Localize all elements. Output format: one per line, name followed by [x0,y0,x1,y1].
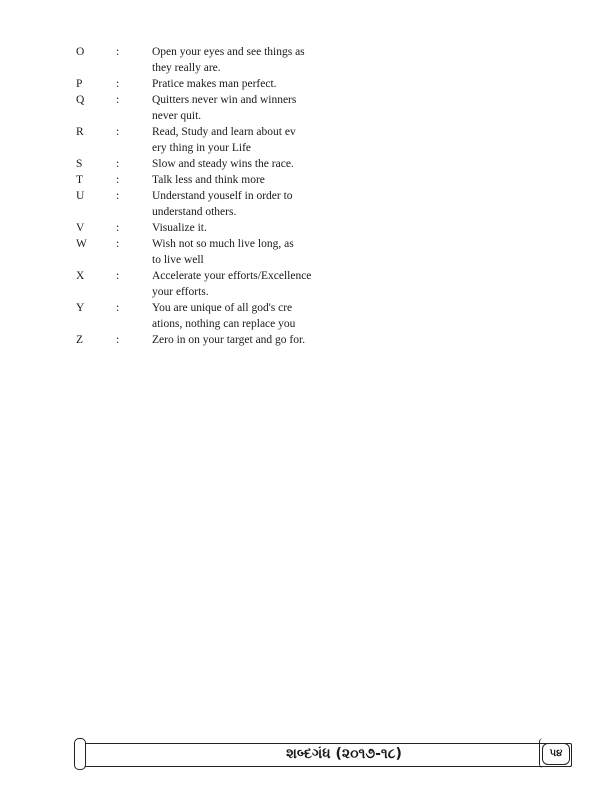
list-item [76,220,336,236]
entry-colon: : [116,222,120,234]
entry-text [152,236,336,268]
footer-title: શબ્દગંધ (૨૦૧૭-૧૮) [286,746,402,762]
list-item [76,188,336,220]
list-item [76,44,336,76]
entry-line: never quit. [152,110,202,122]
list-item [76,124,336,156]
entry-line: You are unique of all god's cre [152,302,293,314]
entry-text [152,124,336,156]
scroll-curl-left-icon [74,738,86,770]
entry-colon: : [116,190,120,202]
entry-colon: : [116,94,120,106]
entry-line: Visualize it. [152,222,207,234]
entry-line: Read, Study and learn about ev [152,126,296,138]
entry-line: your efforts. [152,286,209,298]
entry-letter: X [76,270,85,282]
entry-text [152,332,336,348]
page-footer [74,740,574,774]
entry-colon: : [116,46,120,58]
entry-letter: S [76,158,83,170]
entry-letter: R [76,126,84,138]
entry-colon: : [116,238,120,250]
entry-line: Accelerate your efforts/Excellence [152,270,312,282]
entry-text [152,220,336,236]
entry-colon: : [116,78,120,90]
entry-line: ations, nothing can replace you [152,318,296,330]
entry-text [152,268,336,300]
list-item [76,332,336,348]
entry-colon: : [116,334,120,346]
entry-line: they really are. [152,62,221,74]
entry-letter: V [76,222,85,234]
list-item [76,92,336,124]
entry-letter: Y [76,302,85,314]
entry-letter: O [76,46,85,58]
entry-letter: U [76,190,85,202]
entry-line: Open your eyes and see things as [152,46,305,58]
list-item [76,268,336,300]
entry-line: Quitters never win and winners [152,94,297,106]
entry-line: Understand youself in order to [152,190,293,202]
entry-colon: : [116,174,120,186]
entry-letter: Z [76,334,84,346]
entry-letter: P [76,78,83,90]
entry-text [152,172,336,188]
entry-line: ery thing in your Life [152,142,252,154]
entry-colon: : [116,126,120,138]
entry-colon: : [116,270,120,282]
entry-line: Zero in on your target and go for. [152,334,306,346]
entry-colon: : [116,158,120,170]
entry-colon: : [116,302,120,314]
entry-line: Wish not so much live long, as [152,238,294,250]
entry-line: understand others. [152,206,237,218]
entry-line: Talk less and think more [152,174,265,186]
entry-letter: Q [76,94,85,106]
entry-line: Slow and steady wins the race. [152,158,294,170]
entry-text [152,300,336,332]
list-item [76,156,336,172]
entry-letter: W [76,238,87,250]
list-item [76,172,336,188]
entry-line: to live well [152,254,204,266]
entry-text [152,156,336,172]
list-item [76,236,336,268]
list-item [76,76,336,92]
entry-line: Pratice makes man perfect. [152,78,277,90]
entry-text [152,188,336,220]
entry-text [152,44,336,76]
list-item [76,300,336,332]
alphabet-motto-list [76,44,336,348]
entry-text [152,92,336,124]
entry-text [152,76,336,92]
entry-letter: T [76,174,84,186]
page-number: ૫૪ [542,743,570,765]
